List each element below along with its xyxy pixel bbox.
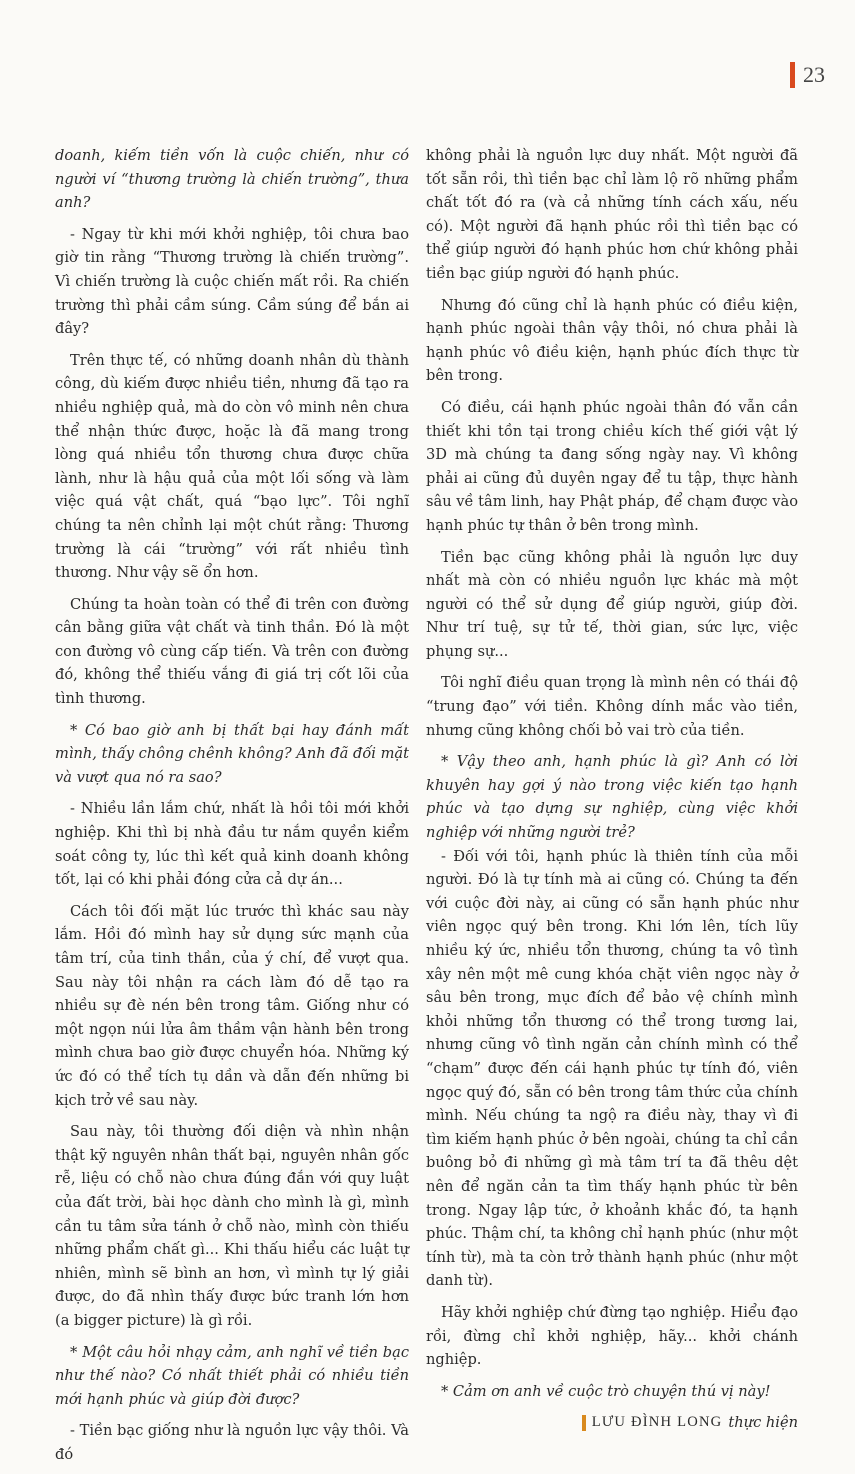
page-number bbox=[790, 62, 825, 88]
paragraph: Cách tôi đối mặt lúc trước thì khác sau này lắm. Hồi đó mình hay sử dụng sức mạnh của tâm trí, của tinh thần, của ý chí, để vượt qua. Sau này tôi nhận ra cách làm đó dễ tạo ra nhiều sự đè nén bên trong tâm. Giống như có một ngọn núi lửa âm thầm vận hành bên trong mình chưa bao giờ được chuyển hóa. Những ký ức đó có thể tích tụ dần và dẫn đến những bi kịch trở về sau này. bbox=[55, 902, 409, 1109]
interview-question: doanh, kiếm tiền vốn là cuộc chiến, như có người ví “thương trường là chiến trường”, thưa anh? bbox=[55, 147, 409, 212]
paragraph: Sau này, tôi thường đối diện và nhìn nhận thật kỹ nguyên nhân thất bại, nguyên nhân gốc rễ, liệu có chỗ nào chưa đúng đắn với quy luật của đất trời, bài học dành cho mình là gì, mình cần tu tâm sửa tánh ở chỗ nào, mình còn thiếu những phẩm chất gì... Khi thấu hiểu các luật tự nhiên, mình sẽ bình an hơn, vì mình tự lý giải được, do đã nhìn thấy được bức tranh lớn hơn (a bigger picture) là gì rồi. bbox=[55, 1123, 409, 1329]
paragraph: Có điều, cái hạnh phúc ngoài thân đó vẫn cần thiết khi tồn tại trong chiều kích thế giới vật lý 3D mà chúng ta đang sống ngày nay. Vì không phải ai cũng đủ duyên ngay để tu tập, thực hành sâu về tâm linh, hay Phật pháp, để chạm được vào hạnh phúc tự thân ở bên trong mình. bbox=[426, 398, 798, 534]
credit-name: LƯU ĐÌNH LONG bbox=[591, 1414, 723, 1431]
interview-question: * Cảm ơn anh về cuộc trò chuyện thú vị này! bbox=[441, 1382, 771, 1400]
paragraph: - Tiền bạc giống như là nguồn lực vậy thôi. Và đó bbox=[55, 1422, 409, 1463]
right-column bbox=[426, 144, 798, 1435]
page-number-text: 23 bbox=[803, 62, 825, 87]
page-number-bar bbox=[790, 62, 795, 88]
paragraph: - Ngay từ khi mới khởi nghiệp, tôi chưa bao giờ tin rằng “Thương trường là chiến trường”. Vì chiến trường là cuộc chiến mất rồi. Ra chiến trường thì phải cầm súng. Cầm súng để bắn ai đây? bbox=[55, 225, 409, 338]
left-column bbox=[55, 144, 409, 1474]
interview-question: * Có bao giờ anh bị thất bại hay đánh mất mình, thấy chông chênh không? Anh đã đối mặt và vượt qua nó ra sao? bbox=[55, 721, 409, 786]
paragraph: - Nhiều lần lắm chứ, nhất là hồi tôi mới khởi nghiệp. Khi thì bị nhà đầu tư nắm quyền kiểm soát công ty, lúc thì kết quả kinh doanh không tốt, lại có khi phải đóng cửa cả dự án... bbox=[55, 800, 409, 889]
paragraph: không phải là nguồn lực duy nhất. Một người đã tốt sẵn rồi, thì tiền bạc chỉ làm lộ rõ những phẩm chất tốt đó ra (và cả những tính cách xấu, nếu có). Một người đã hạnh phúc rồi thì tiền bạc có thể giúp người đó hạnh phúc hơn chứ không phải tiền bạc giúp người đó hạnh phúc. bbox=[426, 147, 798, 282]
credit-role: thực hiện bbox=[728, 1414, 798, 1432]
paragraph: Tiền bạc cũng không phải là nguồn lực duy nhất mà còn có nhiều nguồn lực khác mà một người có thể sử dụng để giúp người, giúp đời. Như trí tuệ, sự tử tế, thời gian, sức lực, việc phụng sự... bbox=[426, 548, 798, 660]
paragraph: - Đối với tôi, hạnh phúc là thiên tính của mỗi người. Đó là tự tính mà ai cũng có. Chúng ta đến với cuộc đời này, ai cũng có sẵn hạnh phúc như viên ngọc quý bên trong. Khi lớn lên, tích lũy nhiều ký ức, nhiều tổn thương, chúng ta vô tình xây nên một mê cung khóa chặt viên ngọc này ở sâu bên trong, mục đích để bảo vệ chính mình khỏi những tổn thương có thể trong tương lai, nhưng cũng vô tình ngăn cản chính mình có thể “chạm” được đến cái hạnh phúc tự tính đó, viên ngọc quý đó, sẵn có bên trong tâm thức của chính mình. Nếu chúng ta ngộ ra điều này, thay vì đi tìm kiếm hạnh phúc ở bên ngoài, chúng ta chỉ cần buông bỏ đi những gì mà tâm trí ta đã thêu dệt nên để ngăn cản ta tìm thấy hạnh phúc từ bên trong. Ngay lập tức, ở khoảnh khắc đó, ta hạnh phúc. Thậm chí, ta không chỉ hạnh phúc (như một tính từ), mà ta còn trở thành hạnh phúc (như một danh từ). bbox=[426, 847, 798, 1290]
paragraph: Hãy khởi nghiệp chứ đừng tạo nghiệp. Hiểu đạo rồi, đừng chỉ khởi nghiệp, hãy... khởi chánh nghiệp. bbox=[426, 1303, 798, 1369]
paragraph: Trên thực tế, có những doanh nhân dù thành công, dù kiếm được nhiều tiền, nhưng đã tạo ra nhiều nghiệp quả, mà do còn vô minh nên chưa thể nhận thức được, hoặc là đã mang trong lòng quá nhiều tổn thương chưa được chữa lành, như là hậu quả của một lối sống và làm việc quá vật chất, quá “bạo lực”. Tôi nghĩ chúng ta nên chỉnh lại một chút rằng: Thương trường là cái “trường” với rất nhiều tình thương. Như vậy sẽ ổn hơn. bbox=[55, 351, 409, 582]
interview-question: * Một câu hỏi nhạy cảm, anh nghĩ về tiền bạc như thế nào? Có nhất thiết phải có nhiều tiền mới hạnh phúc và giúp đời được? bbox=[55, 1343, 409, 1408]
paragraph: Chúng ta hoàn toàn có thể đi trên con đường cân bằng giữa vật chất và tinh thần. Đó là một con đường vô cùng cấp tiến. Và trên con đường đó, không thể thiếu vắng đi giá trị cốt lõi của tình thương. bbox=[55, 595, 409, 708]
paragraph: Tôi nghĩ điều quan trọng là mình nên có thái độ “trung đạo” với tiền. Không dính mắc vào tiền, nhưng cũng không chối bỏ vai trò của tiền. bbox=[426, 674, 798, 739]
paragraph: Nhưng đó cũng chỉ là hạnh phúc có điều kiện, hạnh phúc ngoài thân vậy thôi, nó chưa phải là hạnh phúc vô điều kiện, hạnh phúc đích thực từ bên trong. bbox=[426, 296, 798, 385]
author-credit bbox=[426, 1411, 798, 1435]
credit-bar bbox=[582, 1415, 586, 1431]
interview-question: * Vậy theo anh, hạnh phúc là gì? Anh có lời khuyên hay gợi ý nào trong việc kiến tạo hạnh phúc và tạo dựng sự nghiệp, cùng việc khởi nghiệp với những người trẻ? bbox=[426, 753, 798, 842]
